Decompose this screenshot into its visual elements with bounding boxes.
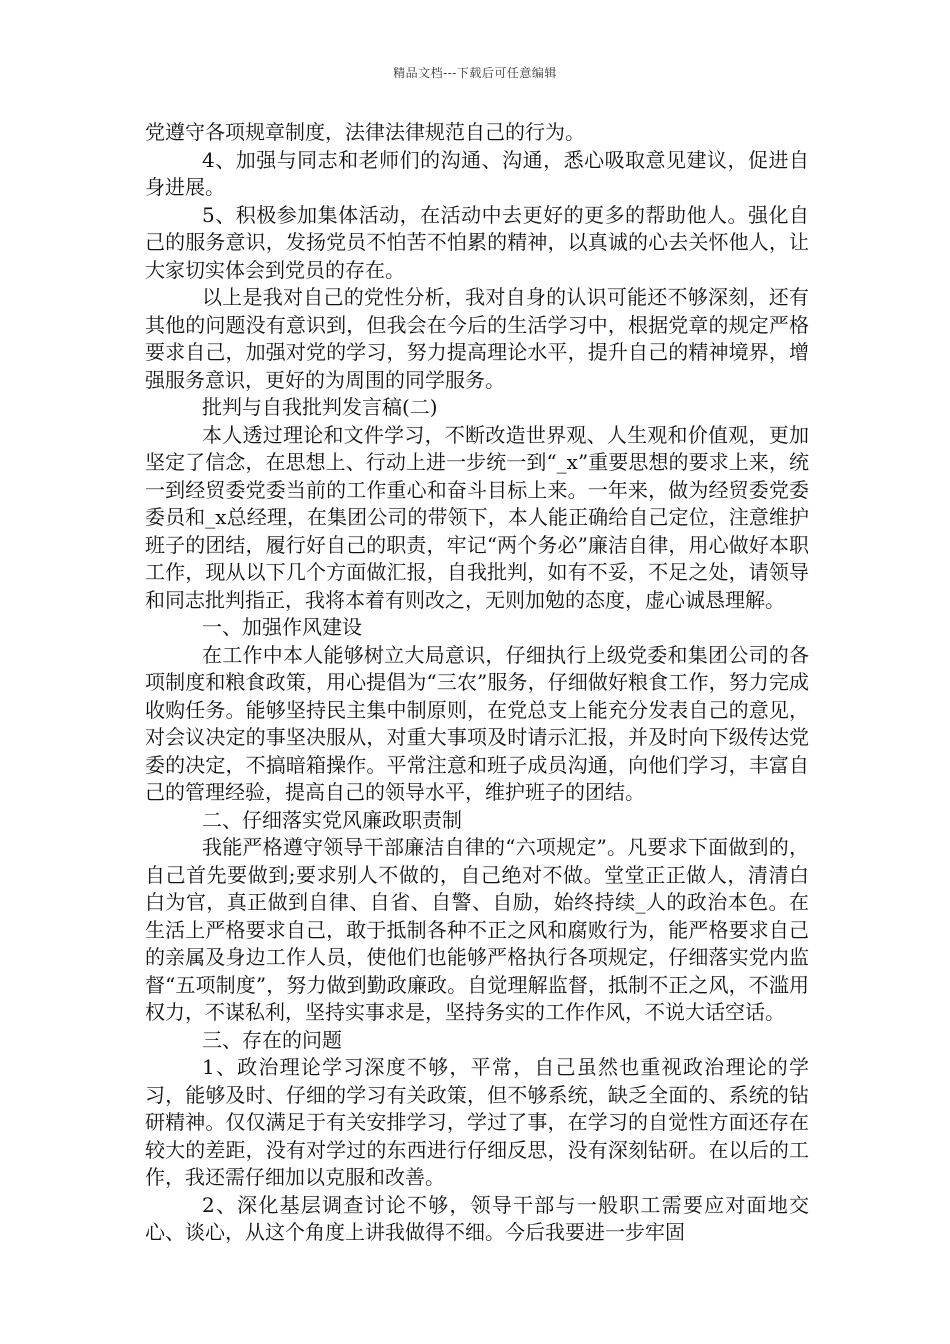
- paragraph: 在工作中本人能够树立大局意识，仔细执行上级党委和集团公司的各项制度和粮食政策，用心提倡为“三农”服务，仔细做好粮食工作，努力完成收购任务。能够坚持民主集中制原则，在党总支上能充分发表自己的意见，对会议决定的事坚决服从，对重大事项及时请示汇报，并及时向下级传达党委的决定，不搞暗箱操作。平常注意和班子成员沟通，向他们学习，丰富自己的管理经验，提高自己的领导水平，维护班子的团结。: [145, 642, 809, 804]
- paragraph: 5、积极参加集体活动，在活动中去更好的更多的帮助他人。强化自己的服务意识，发扬党员不怕苦不怕累的精神，以真诚的心去关怀他人，让大家切实体会到党员的存在。: [145, 202, 809, 282]
- paragraph: 1、政治理论学习深度不够，平常，自己虽然也重视政治理论的学习，能够及时、仔细的学习有关政策，但不够系统，缺乏全面的、系统的钻研精神。仅仅满足于有关安排学习，学过了事，在学习的自觉性方面还存在较大的差距，没有对学过的东西进行仔细反思，没有深刻钻研。在以后的工作，我还需仔细加以克服和改善。: [145, 1055, 809, 1189]
- paragraph: 以上是我对自己的党性分析，我对自身的认识可能还不够深刻，还有其他的问题没有意识到，但我会在今后的生活学习中，根据党章的规定严格要求自己，加强对党的学习，努力提高理论水平，提升自己的精神境界，增强服务意识，更好的为周围的同学服务。: [145, 285, 809, 392]
- paragraph: 本人透过理论和文件学习，不断改造世界观、人生观和价值观，更加坚定了信念，在思想上、行动上进一步统一到“_x”重要思想的要求上来，统一到经贸委党委当前的工作重心和奋斗目标上来。一年来，做为经贸委党委委员和_x总经理，在集团公司的带领下，本人能正确给自己定位，注意维护班子的团结，履行好自己的职责，牢记“两个务必”廉洁自律，用心做好本职工作，现从以下几个方面做汇报，自我批判，如有不妥，不足之处，请领导和同志批判指正，我将本着有则改之，无则加勉的态度，虚心诚恳理解。: [145, 422, 809, 612]
- section-title: 批判与自我批判发言稿(二): [202, 395, 438, 419]
- paragraph: 2、深化基层调查讨论不够，领导干部与一般职工需要应对面地交心、谈心，从这个角度上讲我做得不细。今后我要进一步牢固: [145, 1192, 809, 1244]
- section-heading: 一、加强作风建设: [202, 615, 362, 639]
- section-heading: 二、仔细落实党风廉政职责制: [202, 807, 462, 832]
- paragraph: 党遵守各项规章制度，法律法律规范自己的行为。: [145, 120, 585, 144]
- page-header: 精品文档---下载后可任意编辑: [393, 66, 557, 80]
- document-body: [145, 119, 809, 1247]
- paragraph: 我能严格遵守领导干部廉洁自律的“六项规定”。凡要求下面做到的，自己首先要做到;要求别人不做的，自己绝对不做。堂堂正正做人，清清白白为官，真正做到自律、自省、自警、自励，始终持续_人的政治本色。在生活上严格要求自己，敢于抵制各种不正之风和腐败行为，能严格要求自己的亲属及身边工作人员，使他们也能够严格执行各项规定，仔细落实党内监督“五项制度”，努力做到勤政廉政。自觉理解监督，抵制不正之风，不滥用权力，不谋私利，坚持实事求是，坚持务实的工作作风，不说大话空话。: [145, 835, 809, 1024]
- paragraph: 4、加强与同志和老师们的沟通、沟通，悉心吸取意见建议，促进自身进展。: [145, 147, 809, 199]
- section-heading: 三、存在的问题: [202, 1027, 342, 1052]
